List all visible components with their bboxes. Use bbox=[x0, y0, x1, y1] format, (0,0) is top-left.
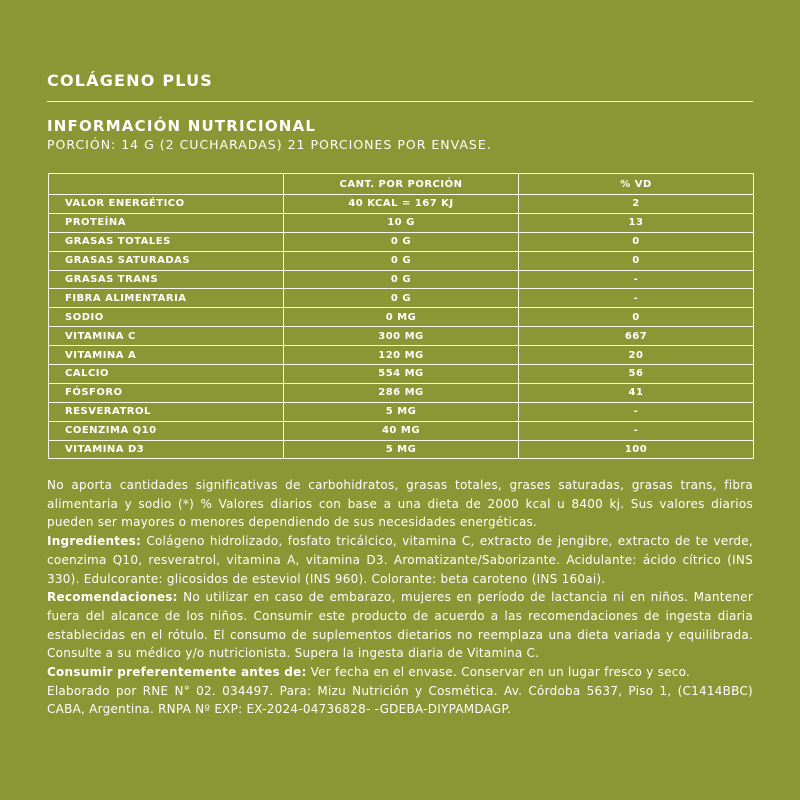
nutrient-amount: 40 MG bbox=[284, 421, 519, 440]
nutrient-daily-value: 2 bbox=[519, 195, 754, 214]
table-row bbox=[49, 365, 754, 384]
table-row bbox=[49, 402, 754, 421]
nutrient-amount: 5 MG bbox=[284, 402, 519, 421]
serving-size: PORCIÓN: 14 G (2 CUCHARADAS) 21 PORCIONES POR ENVASE. bbox=[47, 137, 492, 152]
table-header-row bbox=[49, 174, 754, 195]
table-row bbox=[49, 251, 754, 270]
nutrient-name: GRASAS TRANS bbox=[49, 270, 284, 289]
table-row bbox=[49, 289, 754, 308]
recommendations-label: Recomendaciones: bbox=[47, 590, 178, 605]
nutrient-amount: 554 MG bbox=[284, 365, 519, 384]
ingredients-text: Colágeno hidrolizado, fosfato tricálcico, vitamina C, extracto de jengibre, extracto de te verde, coenzima Q10, resveratrol, vitamina A, vitamina D3. Aromatizante/Saborizante. Acidulante: ácido cítrico (INS 330). Edulcorante: glicosidos de esteviol (INS 960). Colorante: beta caroteno (INS 160ai). bbox=[47, 534, 753, 586]
nutrient-daily-value: 56 bbox=[519, 365, 754, 384]
nutrient-daily-value: 0 bbox=[519, 308, 754, 327]
nutrient-name: FÓSFORO bbox=[49, 383, 284, 402]
nutrient-name: VITAMINA C bbox=[49, 327, 284, 346]
nutrient-name: VALOR ENERGÉTICO bbox=[49, 195, 284, 214]
nutrient-daily-value: 20 bbox=[519, 346, 754, 365]
nutrient-daily-value: 0 bbox=[519, 251, 754, 270]
nutrient-daily-value: 41 bbox=[519, 383, 754, 402]
nutrient-daily-value: - bbox=[519, 289, 754, 308]
nutrient-name: RESVERATROL bbox=[49, 402, 284, 421]
table-row bbox=[49, 346, 754, 365]
nutrient-amount: 300 MG bbox=[284, 327, 519, 346]
nutrient-daily-value: - bbox=[519, 270, 754, 289]
table-row bbox=[49, 383, 754, 402]
label-text-block bbox=[47, 476, 753, 719]
nutrient-name: VITAMINA D3 bbox=[49, 440, 284, 459]
manufacturer-text: Elaborado por RNE N° 02. 034497. Para: Mizu Nutrición y Cosmética. Av. Córdoba 5637, Piso 1, (C1414BBC) CABA, Argentina. RNPA Nº EXP: EX-2024-04736828- -GDEBA-DIYPAMDAGP. bbox=[47, 683, 753, 717]
nutrient-amount: 0 G bbox=[284, 270, 519, 289]
column-header-amount: CANT. POR PORCIÓN bbox=[284, 174, 519, 195]
nutrient-name: FIBRA ALIMENTARIA bbox=[49, 289, 284, 308]
nutrition-title: INFORMACIÓN NUTRICIONAL bbox=[47, 117, 317, 135]
nutrient-amount: 286 MG bbox=[284, 383, 519, 402]
recommendations-paragraph bbox=[47, 588, 753, 663]
nutrient-amount: 40 KCAL = 167 KJ bbox=[284, 195, 519, 214]
nutrient-amount: 5 MG bbox=[284, 440, 519, 459]
nutrition-table bbox=[48, 173, 754, 459]
nutrient-name: GRASAS TOTALES bbox=[49, 232, 284, 251]
nutrient-name: CALCIO bbox=[49, 365, 284, 384]
nutrient-amount: 0 G bbox=[284, 251, 519, 270]
nutrient-name: PROTEÍNA bbox=[49, 213, 284, 232]
nutrient-daily-value: 13 bbox=[519, 213, 754, 232]
nutrient-amount: 0 MG bbox=[284, 308, 519, 327]
nutrient-name: COENZIMA Q10 bbox=[49, 421, 284, 440]
nutrient-daily-value: - bbox=[519, 421, 754, 440]
table-row bbox=[49, 308, 754, 327]
best-before-label: Consumir preferentemente antes de: bbox=[47, 665, 307, 680]
table-row bbox=[49, 440, 754, 459]
table-row bbox=[49, 195, 754, 214]
table-row bbox=[49, 270, 754, 289]
nutrient-name: GRASAS SATURADAS bbox=[49, 251, 284, 270]
nutrient-name: SODIO bbox=[49, 308, 284, 327]
nutrient-amount: 0 G bbox=[284, 289, 519, 308]
table-row bbox=[49, 232, 754, 251]
table-row bbox=[49, 421, 754, 440]
column-header-nutrient bbox=[49, 174, 284, 195]
nutrient-amount: 120 MG bbox=[284, 346, 519, 365]
recommendations-text: No utilizar en caso de embarazo, mujeres en período de lactancia ni en niños. Mantener fuera del alcance de los niños. Consumir este producto de acuerdo a las recomendaciones de ingesta diaria establecidas en el rótulo. El consumo de suplementos dietarios no reemplaza una dieta variada y equilibrada. Consulte a su médico y/o nutricionista. Supera la ingesta diaria de Vitamina C. bbox=[47, 590, 753, 661]
best-before-paragraph bbox=[47, 663, 753, 682]
nutrient-amount: 10 G bbox=[284, 213, 519, 232]
nutrient-daily-value: 0 bbox=[519, 232, 754, 251]
ingredients-label: Ingredientes: bbox=[47, 534, 142, 549]
best-before-text: Ver fecha en el envase. Conservar en un lugar fresco y seco. bbox=[306, 665, 691, 680]
table-row bbox=[49, 213, 754, 232]
nutrient-daily-value: 100 bbox=[519, 440, 754, 459]
nutrient-name: VITAMINA A bbox=[49, 346, 284, 365]
nutrient-daily-value: 667 bbox=[519, 327, 754, 346]
ingredients-paragraph bbox=[47, 532, 753, 588]
product-name: COLÁGENO PLUS bbox=[47, 71, 214, 90]
column-header-daily-value: % VD bbox=[519, 174, 754, 195]
divider bbox=[47, 101, 753, 102]
nutrient-daily-value: - bbox=[519, 402, 754, 421]
table-row bbox=[49, 327, 754, 346]
nutrient-amount: 0 G bbox=[284, 232, 519, 251]
disclaimer-text: No aporta cantidades significativas de carbohidratos, grasas totales, grases saturadas, grasas trans, fibra alimentaria y sodio (*) % Valores diarios con base a una dieta de 2000 kcal u 8400 kj. Sus valores diarios pueden ser mayores o menores dependiendo de sus necesidades energéticas. bbox=[47, 478, 753, 530]
